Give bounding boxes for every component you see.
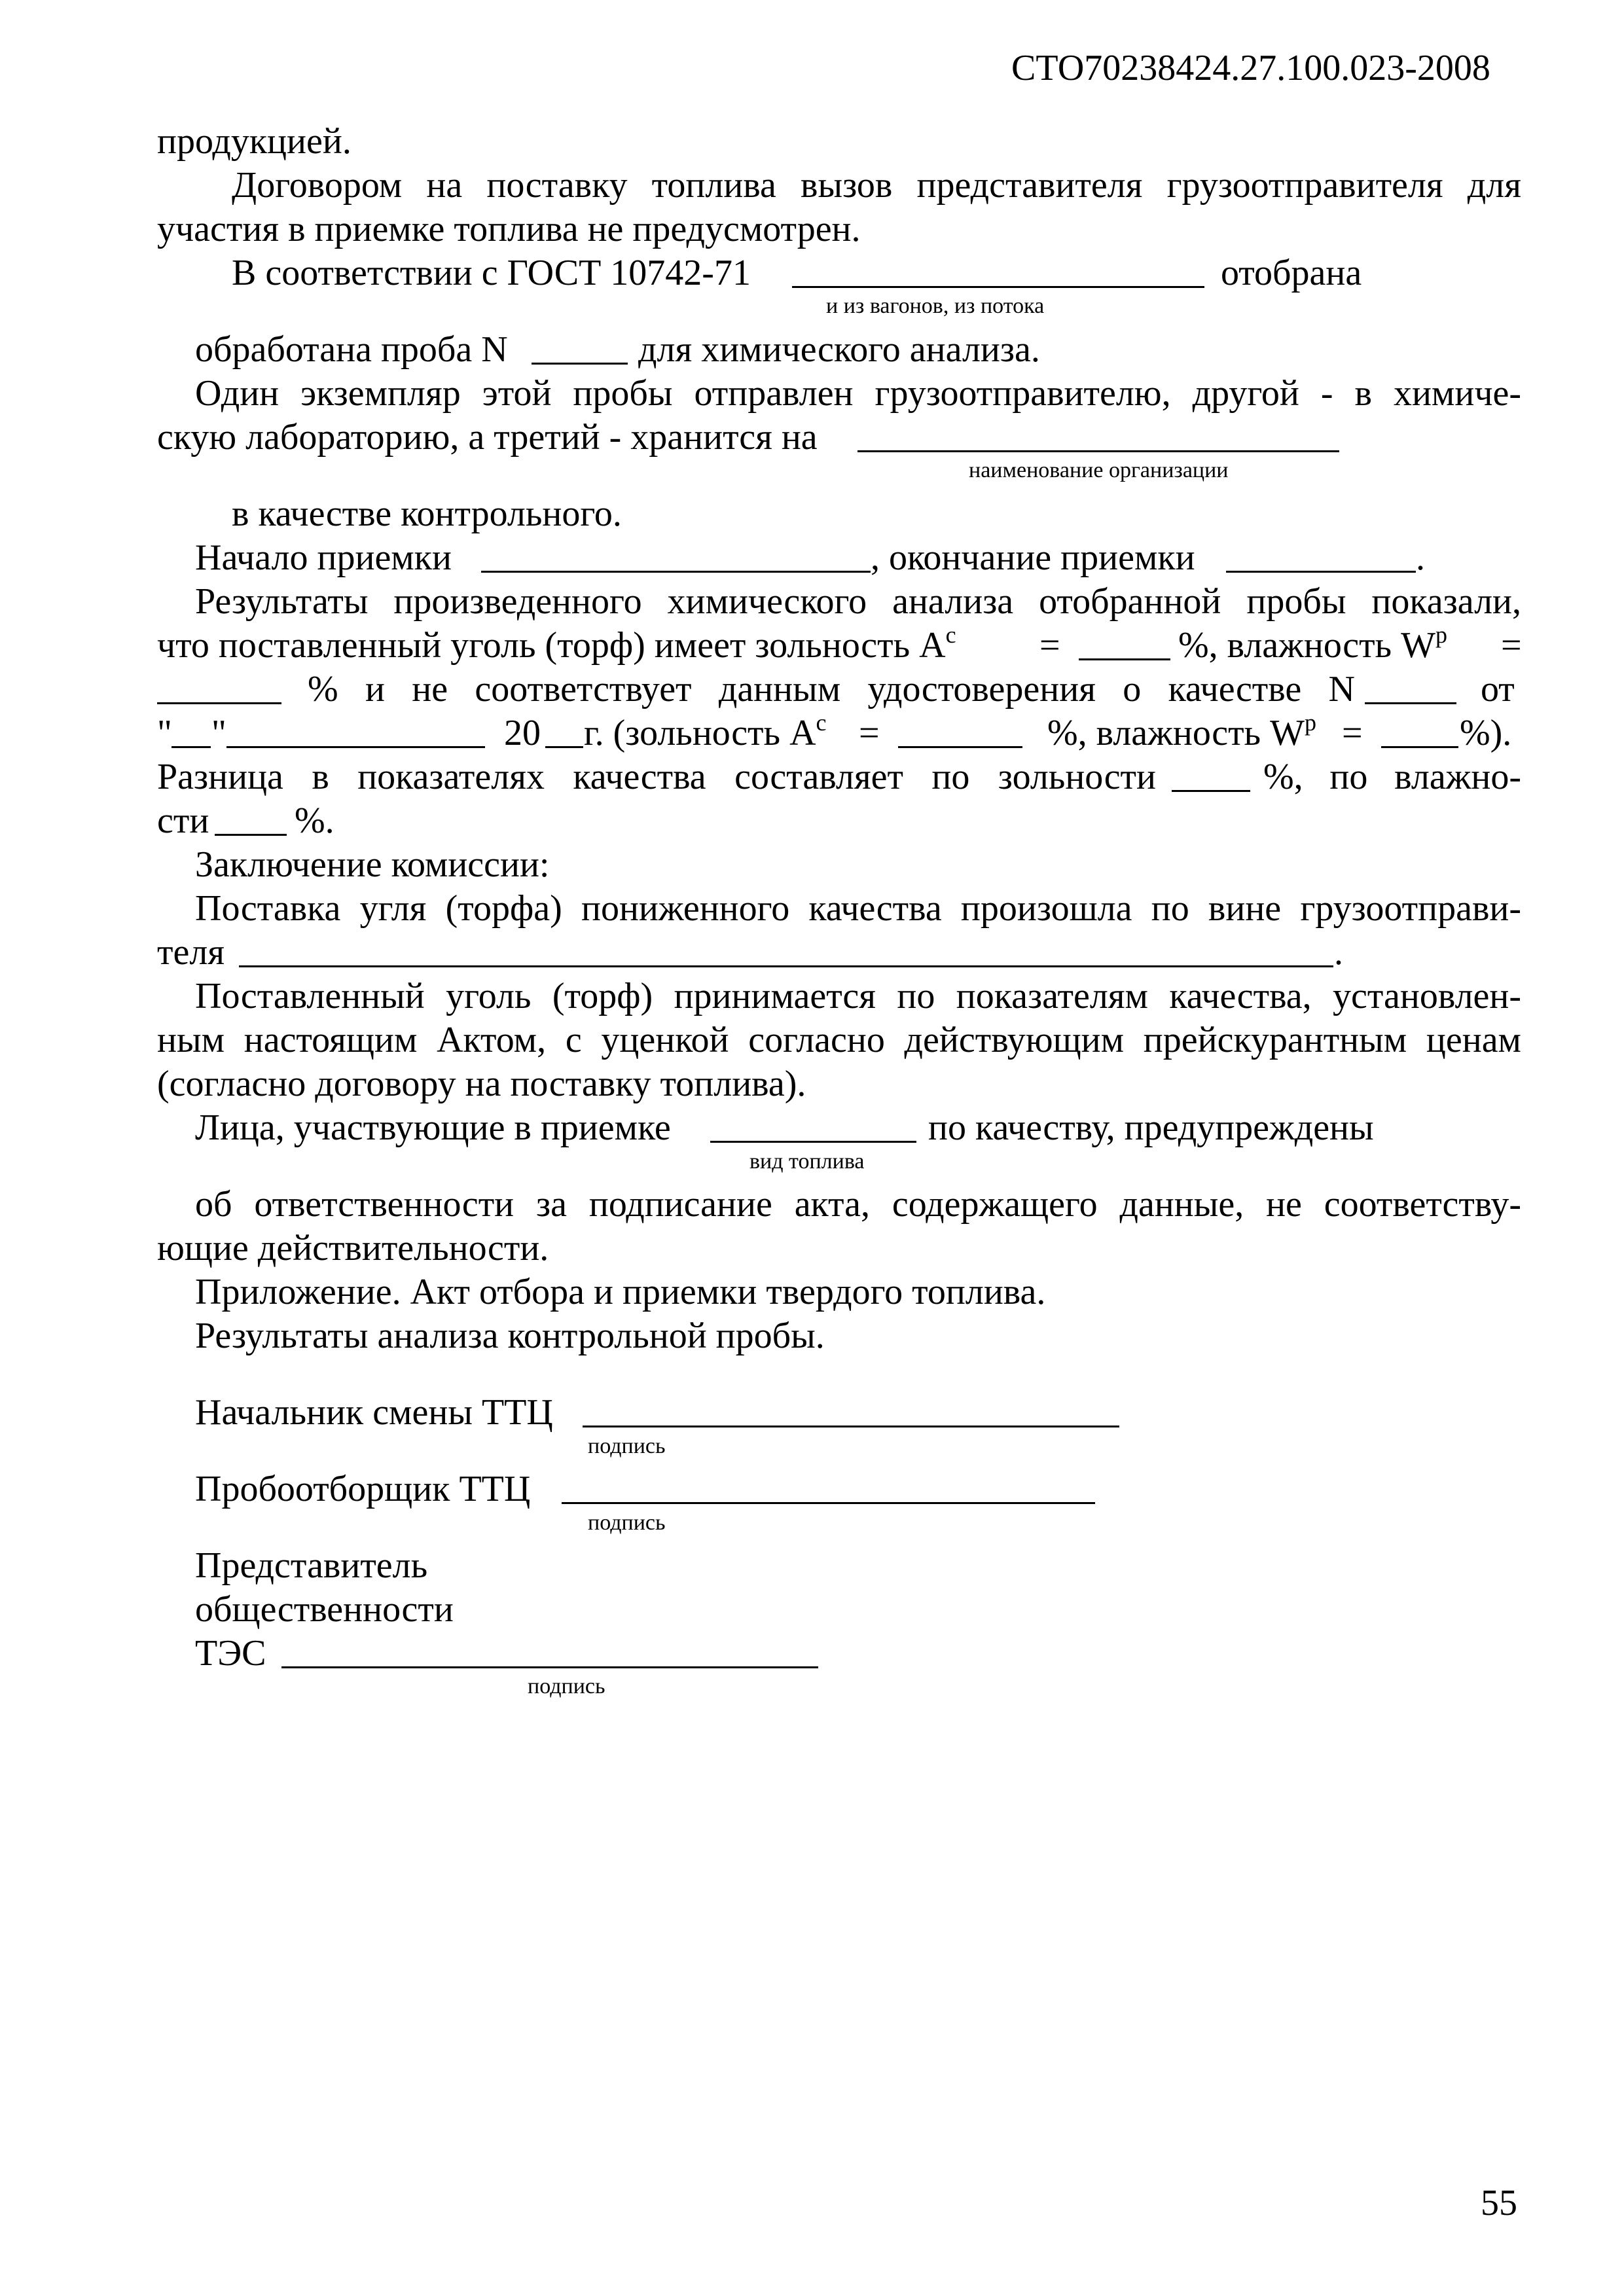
body-line: %, по влажно-	[1263, 757, 1521, 797]
body-line: %).	[1460, 713, 1512, 753]
blank-line	[1226, 571, 1416, 573]
signature-line	[583, 1426, 1119, 1427]
blank-line	[898, 746, 1022, 748]
blank-line	[1079, 658, 1170, 660]
body-line: Заключение комиссии:	[195, 844, 550, 885]
body-line: 20	[504, 713, 541, 753]
body-line: =	[859, 713, 880, 753]
body-line: сти	[157, 800, 209, 841]
body-line: %.	[295, 800, 334, 841]
body-line: %, влажность $W^p$	[1178, 622, 1447, 666]
body-line: В соответствии с ГОСТ 10742-71	[232, 253, 751, 293]
body-line: Разница в показателях качества составляет по зольности	[157, 757, 1156, 797]
body-line: об ответственности за подписание акта, содержащего данные, не соответству-	[195, 1184, 1521, 1225]
body-line: для химического анализа.	[638, 329, 1040, 370]
body-line: %, влажность $W^p$	[1047, 709, 1316, 753]
body-line: Начало приемки	[195, 537, 452, 578]
signature-line	[562, 1502, 1095, 1504]
body-line: (согласно договору на поставку топлива).	[157, 1064, 806, 1104]
body-line: скую лабораторию, а третий - хранится на	[157, 417, 818, 457]
body-line: от	[1481, 669, 1515, 709]
body-line: теля	[157, 932, 225, 973]
body-line: обработана проба N	[195, 329, 508, 370]
signature-role-sampler: Пробоотборщик ТТЦ	[195, 1469, 531, 1509]
signature-caption: подпись	[588, 1511, 666, 1535]
blank-line	[1381, 746, 1458, 748]
body-line: ным настоящим Актом, с уценкой согласно действующим прейскурантным ценам	[157, 1020, 1521, 1060]
field-caption: наименование организации	[969, 458, 1229, 482]
signature-caption: подпись	[528, 1674, 605, 1698]
body-line: продукцией.	[157, 121, 352, 162]
body-line: Договором на поставку топлива вызов представителя грузоотправителя для	[232, 165, 1521, 206]
body-line: Один экземпляр этой пробы отправлен грузоотправителю, другой - в химиче-	[195, 373, 1521, 414]
blank-line	[226, 746, 485, 748]
signature-line	[281, 1666, 818, 1668]
body-line: =	[1039, 625, 1060, 666]
body-line: .	[1334, 932, 1343, 973]
field-caption: вид топлива	[749, 1149, 865, 1174]
body-line: в качестве контрольного.	[232, 493, 622, 534]
blank-line	[1365, 702, 1456, 704]
body-line: Результаты анализа контрольной пробы.	[195, 1316, 825, 1356]
body-line: "	[157, 713, 172, 753]
body-line: Лица, участвующие в приемке	[195, 1107, 671, 1148]
body-line: , окончание приемки	[871, 537, 1195, 578]
body-line: =	[1342, 713, 1363, 753]
signature-role-representative: ТЭС	[195, 1633, 266, 1674]
document-code: СТО70238424.27.100.023-2008	[1011, 48, 1490, 88]
blank-line	[532, 363, 628, 365]
blank-line	[1172, 790, 1250, 792]
body-line: Приложение. Акт отбора и приемки твердого топлива.	[195, 1272, 1046, 1312]
blank-line	[239, 965, 1333, 967]
body-line: Поставленный уголь (торф) принимается по показателям качества, установлен-	[195, 976, 1521, 1016]
body-line: .	[1416, 537, 1425, 578]
blank-line	[545, 746, 583, 748]
blank-line	[157, 702, 281, 704]
body-line: =	[1501, 625, 1522, 666]
body-line: г. (зольность $A^c$	[584, 709, 827, 753]
body-line: отобрана	[1221, 253, 1362, 293]
body-line: Результаты произведенного химического анализа отобранной пробы показали,	[195, 581, 1521, 622]
body-line: участия в приемке топлива не предусмотрен.	[157, 209, 861, 249]
blank-line	[857, 450, 1339, 452]
signature-caption: подпись	[588, 1434, 666, 1458]
body-line: что поставленный уголь (торф) имеет зольность $A^c$	[157, 622, 956, 666]
blank-line	[215, 834, 287, 836]
blank-line	[792, 286, 1204, 288]
signature-role-representative: Представитель	[195, 1545, 428, 1586]
page-number: 55	[1481, 2183, 1517, 2223]
body-line: "	[211, 713, 226, 753]
blank-line	[481, 571, 871, 573]
blank-line	[171, 746, 211, 748]
body-line: Поставка угля (торфа) пониженного качества произошла по вине грузоотправи-	[195, 888, 1521, 929]
blank-line	[710, 1141, 916, 1143]
body-line: по качеству, предупреждены	[928, 1107, 1374, 1148]
body-line: % и не соответствует данным удостоверения о качестве N	[308, 669, 1355, 709]
body-line: ющие действительности.	[157, 1228, 549, 1268]
signature-role-representative: общественности	[195, 1589, 454, 1630]
signature-role-shift-head: Начальник смены ТТЦ	[195, 1392, 553, 1433]
field-caption: и из вагонов, из потока	[826, 294, 1045, 318]
